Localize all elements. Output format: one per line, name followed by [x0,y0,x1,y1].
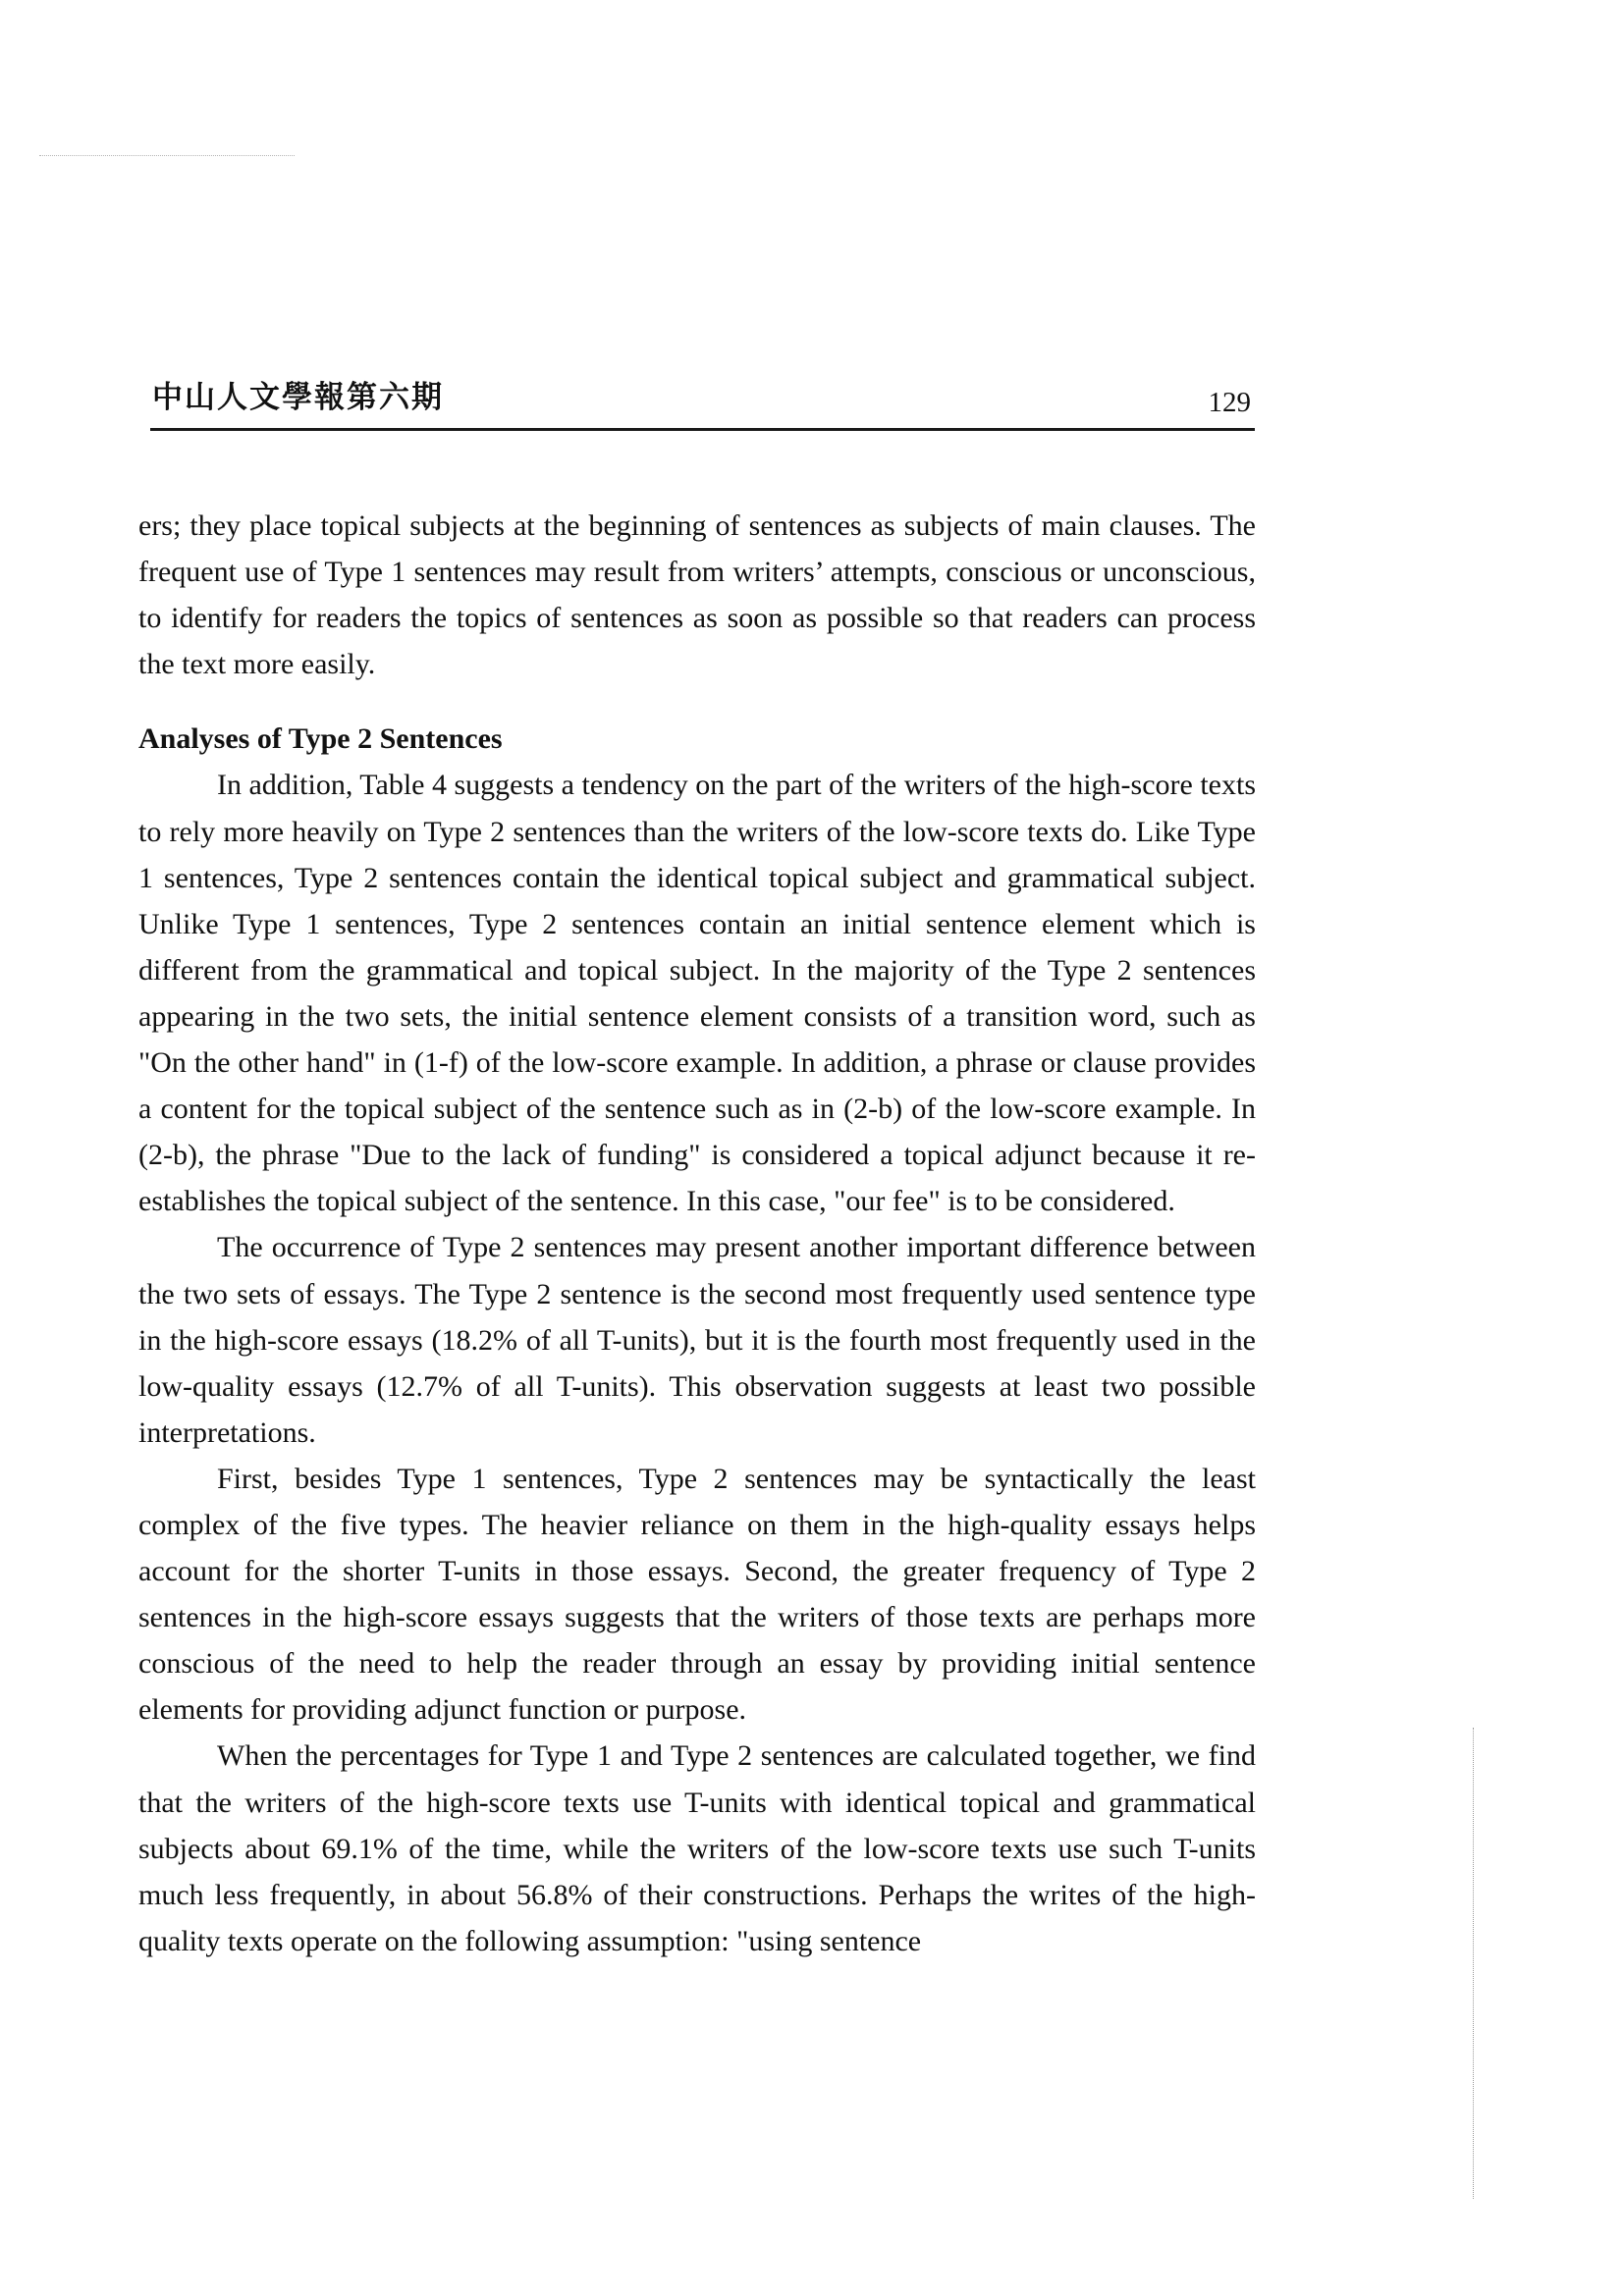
running-header [150,377,1255,431]
paragraph-type2-occurrence: The occurrence of Type 2 sentences may present another important difference between the two sets of essays. The Type 2 sentence is the second most frequently used sentence type in the high-score essays (18.2% of all T-units), but it is the fourth most frequently used in the low-quality essays (12.7% of all T-units). This observation suggests at least two possible interpretations. [138,1231,1256,1449]
scan-artifact-line [1473,1728,1474,2199]
paragraph-type2-interpretations: First, besides Type 1 sentences, Type 2 sentences may be syntactically the least complex of the five types. The heavier reliance on them in the high-quality essays helps account for the shorter T-units in those essays. Second, the greater frequency of Type 2 sentences in the high-score essays suggests that the writers of those texts are perhaps more conscious of the need to help the reader through an essay by providing initial sentence elements for providing adjunct function or purpose. [138,1462,1256,1727]
paragraph-percentages: When the percentages for Type 1 and Type 2 sentences are calculated together, we find that the writers of the high-score texts use T-units with identical topical and grammatical subjects about 69.1% of the time, while the writers of the low-score texts use such T-units much less frequently, in about 56.8% of their constructions. Perhaps the writes of the high-quality texts operate on the following assumption: "using sentence [138,1739,1256,1957]
section-heading: Analyses of Type 2 Sentences [138,722,503,756]
paragraph-continuation: ers; they place topical subjects at the beginning of sentences as subjects of main clauses. The frequent use of Type 1 sentences may result from writers’ attempts, conscious or unconscious, to identify for readers the topics of sentences as soon as possible so that readers can process the text more easily. [138,509,1256,681]
page-body [138,503,1256,1964]
journal-title: 中山人文學報第六期 [152,380,444,415]
paragraph-type2-intro: In addition, Table 4 suggests a tendency on the part of the writers of the high-score texts to rely more heavily on Type 2 sentences than the writers of the low-score texts do. Like Type 1 sentences, Type 2 sentences contain the identical topical subject and grammatical subject. Unlike Type 1 sentences, Type 2 sentences contain an initial sentence element which is different from the grammatical and topical subject. In the majority of the Type 2 sentences appearing in the two sets, the initial sentence element consists of a transition word, such as "On the other hand" in (1-f) of the low-score example. In addition, a phrase or clause provides a content for the topical subject of the sentence such as in (2-b) of the low-score example. In (2-b), the phrase "Due to the lack of funding" is considered a topical adjunct because it re-establishes the topical subject of the sentence. In this case, "our fee" is to be considered. [138,769,1256,1218]
page-number: 129 [1208,387,1251,418]
scan-artifact-dots [39,155,295,156]
